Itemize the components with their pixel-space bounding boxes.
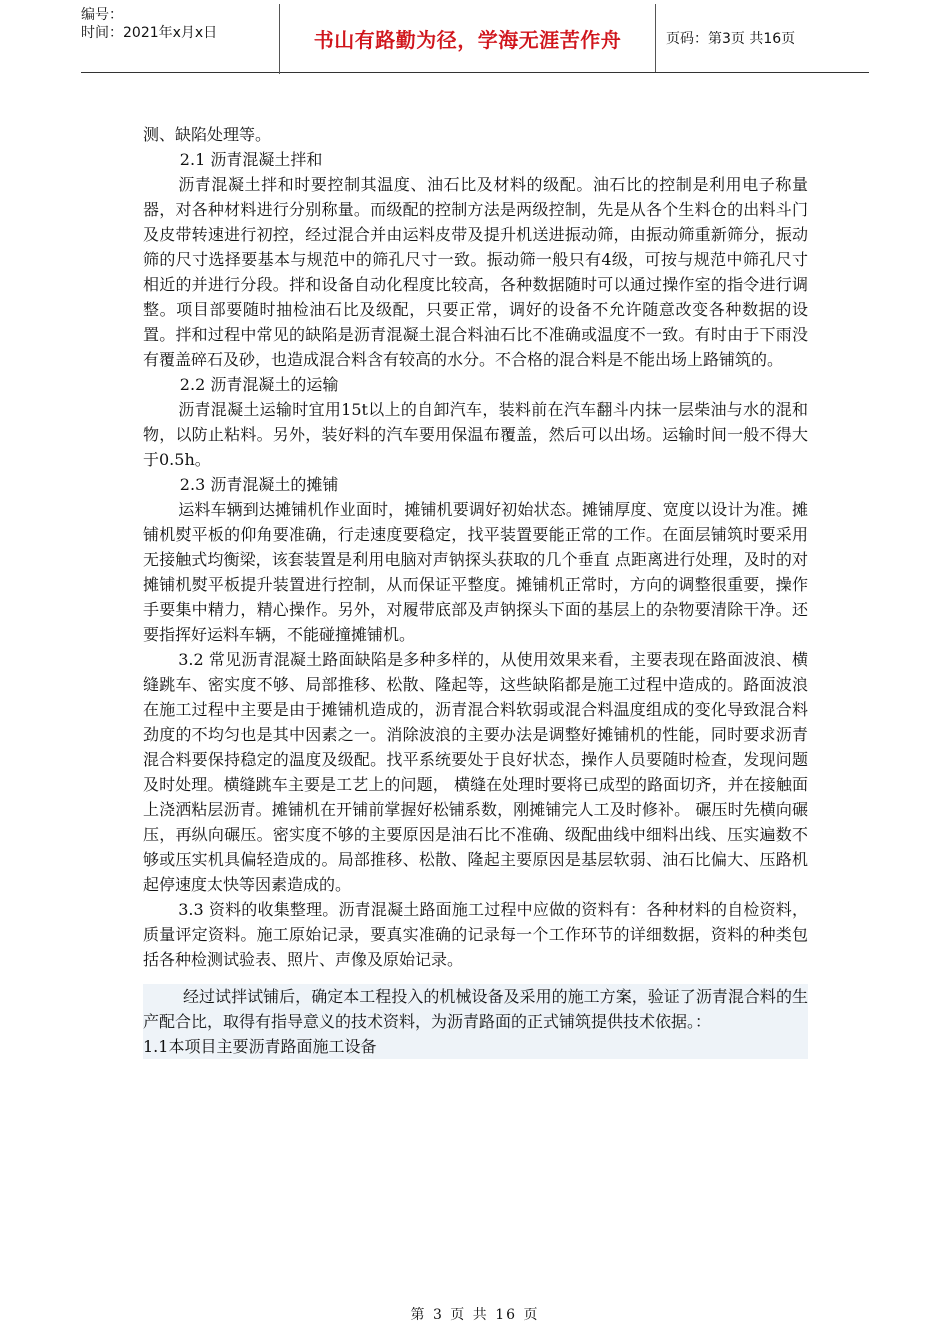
heading-1-1: 1.1本项目主要沥青路面施工设备	[143, 1034, 808, 1059]
header-meta	[81, 4, 280, 74]
page-footer: 第 3 页 共 16 页	[410, 1307, 540, 1323]
page-header	[81, 4, 869, 73]
document-number-label: 编号：	[81, 7, 123, 23]
paragraph-continued: 测、缺陷处理等。	[143, 125, 272, 144]
paragraph-3-3: 3.3 资料的收集整理。沥青混凝土路面施工过程中应做的资料有：各种材料的自检资料，质量评定资料。施工原始记录，要真实准确的记录每一个工作环节的详细数据，资料的种类包括各种检测试验表、照片、声像及原始记录。	[143, 900, 808, 969]
document-body	[143, 122, 808, 1059]
document-date: 时间：2021年x月x日	[81, 25, 218, 41]
heading-2-2: 2.2 沥青混凝土的运输	[179, 375, 339, 394]
paragraph-2-1: 沥青混凝土拌和时要控制其温度、油石比及材料的级配。油石比的控制是利用电子称量器，对各种材料进行分别称量。而级配的控制方法是两级控制，先是从各个生料仓的出料斗门及皮带转速进行初控，经过混合并由运料皮带及提升机送进振动筛，由振动筛重新筛分，振动筛的尺寸选择要基本与规范中的筛孔尺寸一致。振动筛一般只有4级，可按与规范中筛孔尺寸相近的并进行分段。拌和设备自动化程度比较高，各种数据随时可以通过操作室的指令进行调整。项目部要随时抽检油石比及级配，只要正常，调好的设备不允许随意改变各种数据的设置。拌和过程中常见的缺陷是沥青混凝土混合料油石比不准确或温度不一致。有时由于下雨没有覆盖碎石及砂，也造成混合料含有较高的水分。不合格的混合料是不能出场上路铺筑的。	[143, 175, 808, 369]
paragraph-summary: 经过试拌试铺后，确定本工程投入的机械设备及采用的施工方案，验证了沥青混合料的生产配合比，取得有指导意义的技术资料，为沥青路面的正式铺筑提供技术依据。：	[143, 984, 808, 1034]
header-page-info: 页码：第3页 共16页	[666, 31, 796, 47]
heading-2-1: 2.1 沥青混凝土拌和	[179, 150, 323, 169]
heading-2-3: 2.3 沥青混凝土的摊铺	[179, 475, 339, 494]
header-motto-cell	[280, 4, 656, 72]
paragraph-3-2: 3.2 常见沥青混凝土路面缺陷是多种多样的，从使用效果来看，主要表现在路面波浪、横缝跳车、密实度不够、局部推移、松散、隆起等，这些缺陷都是施工过程中造成的。路面波浪在施工过程中主要是由于摊铺机造成的，沥青混合料软弱或混合料温度组成的变化导致混合料劲度的不均匀也是其中因素之一。消除波浪的主要办法是调整好摊铺机的性能，同时要求沥青混合料要保持稳定的温度及级配。找平系统要处于良好状态，操作人员要随时检查，发现问题及时处理。横缝跳车主要是工艺上的问题， 横缝在处理时要将已成型的路面切齐，并在接触面上浇洒粘层沥青。摊铺机在开铺前掌握好松铺系数，刚摊铺完人工及时修补。 碾压时先横向碾压，再纵向碾压。密实度不够的主要原因是油石比不准确、级配曲线中细料出线、压实遍数不够或压实机具偏轻造成的。局部推移、松散、隆起主要原因是基层软弱、油石比偏大、压路机起停速度太快等因素造成的。	[143, 650, 808, 894]
paragraph-2-3: 运料车辆到达摊铺机作业面时，摊铺机要调好初始状态。摊铺厚度、宽度以设计为准。摊铺机熨平板的仰角要准确，行走速度要稳定，找平装置要能正常的工作。在面层铺筑时要采用无接触式均衡梁，该套装置是利用电脑对声钠探头获取的几个垂直 点距离进行处理，及时的对摊铺机熨平板提升装置进行控制，从而保证平整度。摊铺机正常时，方向的调整很重要，操作手要集中精力，精心操作。另外，对履带底部及声钠探头下面的基层上的杂物要清除干净。还要指挥好运料车辆，不能碰撞摊铺机。	[143, 500, 808, 644]
paragraph-2-2: 沥青混凝土运输时宜用15t以上的自卸汽车，装料前在汽车翻斗内抹一层柴油与水的混和物，以防止粘料。另外，装好料的汽车要用保温布覆盖，然后可以出场。运输时间一般不得大于0.5h。	[143, 400, 808, 469]
header-motto: 书山有路勤为径，学海无涯苦作舟	[313, 27, 622, 52]
